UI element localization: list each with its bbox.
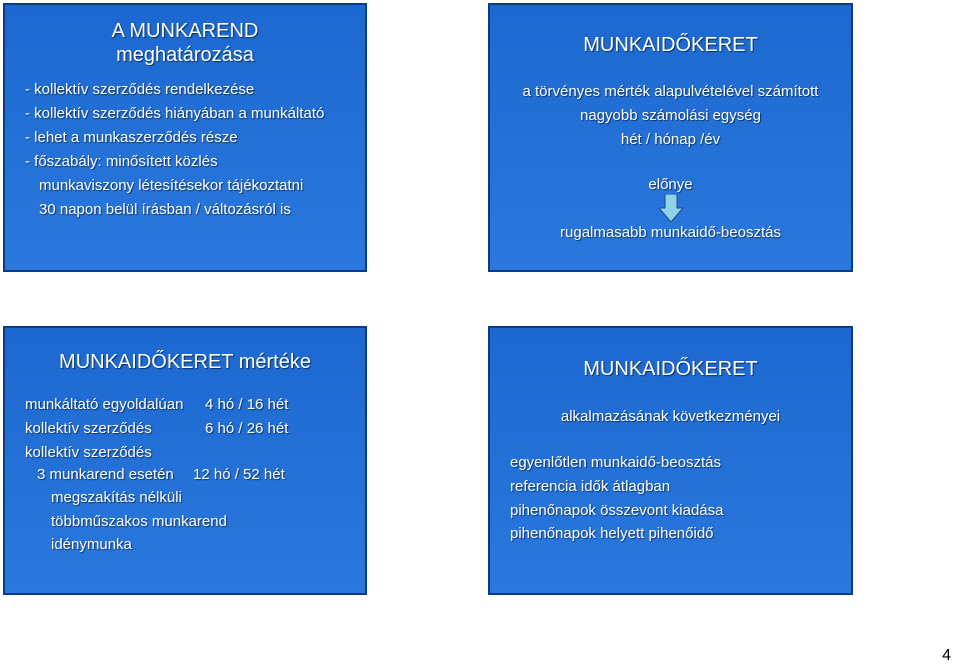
- row-label: többműszakos munkarend: [51, 513, 227, 530]
- row-label: megszakítás nélküli: [51, 489, 182, 506]
- definition-line: nagyobb számolási egység: [580, 107, 761, 124]
- list-item: 30 napon belül írásban / változásról is: [39, 201, 291, 218]
- list-item: pihenőnapok összevont kiadása: [510, 502, 724, 519]
- list-item: munkaviszony létesítésekor tájékoztatni: [39, 177, 304, 194]
- page-number: 4: [942, 647, 951, 664]
- list-item: egyenlőtlen munkaidő-beosztás: [510, 454, 721, 471]
- down-arrow-icon: [659, 194, 683, 222]
- slide-munkarend: [3, 3, 367, 272]
- row-label: kollektív szerződés: [25, 444, 152, 461]
- definition-line: hét / hónap /év: [620, 131, 721, 148]
- definition-line: a törvényes mérték alapulvételével számított: [522, 83, 819, 100]
- slide-title-line1: A MUNKAREND: [111, 20, 259, 42]
- list-item: - kollektív szerződés hiányában a munkáltató: [25, 105, 325, 122]
- list-item: - kollektív szerződés rendelkezése: [25, 81, 255, 98]
- list-item: referencia idők átlagban: [510, 478, 671, 495]
- slide-munkaidokeret: [488, 3, 853, 272]
- row-value: 4 hó / 16 hét: [205, 396, 289, 413]
- list-item: pihenőnapok helyett pihenőidő: [510, 525, 714, 542]
- row-label: kollektív szerződés: [25, 420, 152, 437]
- row-label: munkáltató egyoldalúan: [25, 396, 184, 413]
- list-item: - főszabály: minősített közlés: [25, 153, 218, 170]
- slide-title-line2: meghatározása: [116, 44, 254, 66]
- row-value: 6 hó / 26 hét: [205, 420, 289, 437]
- row-label: idénymunka: [51, 536, 132, 553]
- row-label: 3 munkarend esetén: [37, 466, 174, 483]
- list-item: - lehet a munkaszerződés része: [25, 129, 238, 146]
- slide-title: MUNKAIDŐKERET: [583, 358, 758, 380]
- slide-title: MUNKAIDŐKERET mértéke: [59, 351, 311, 373]
- advantage-label: előnye: [648, 176, 693, 193]
- slide-subtitle: alkalmazásának következményei: [560, 408, 781, 425]
- result-line: rugalmasabb munkaidő-beosztás: [560, 224, 781, 241]
- slide-title: MUNKAIDŐKERET: [583, 34, 758, 56]
- row-value: 12 hó / 52 hét: [193, 466, 285, 483]
- slide-kovetkezmenyek: [488, 326, 853, 595]
- slide-munkaidokeret-merteke: [3, 326, 367, 595]
